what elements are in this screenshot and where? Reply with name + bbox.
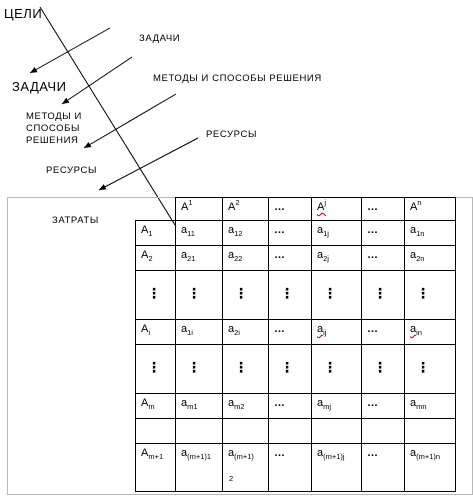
cell-base: a: [181, 397, 188, 409]
cell-subscript: 2j: [323, 254, 329, 263]
table-cell: [274, 224, 286, 236]
cell-base: a: [410, 397, 417, 409]
methods-label-small: МЕТОДЫ И СПОСОБЫ РЕШЕНИЯ: [153, 73, 322, 84]
table-cell: [323, 287, 338, 299]
table-cell: [410, 249, 424, 261]
row-label: [141, 249, 153, 261]
cell-base: A: [141, 224, 149, 236]
cell-base: A: [181, 201, 189, 213]
cell-base: A: [317, 201, 325, 213]
row-label: [141, 447, 163, 459]
cell-subscript: 2i: [234, 328, 240, 337]
table-cell: [228, 447, 254, 485]
table-cell: [280, 287, 295, 299]
cell-text: …: [367, 224, 379, 236]
cell-text: ⋮: [323, 359, 338, 375]
cell-subscript: i: [148, 328, 151, 337]
cell-base: a: [317, 323, 324, 335]
table-cell: [317, 323, 326, 335]
cell-text: ⋮: [147, 285, 162, 301]
table-cell: [367, 249, 379, 261]
cell-text: ⋮: [416, 285, 431, 301]
table-cell: [373, 287, 388, 299]
table-cell: [274, 323, 286, 335]
table-cell: [367, 323, 379, 335]
row-label: [141, 323, 150, 335]
header-cell: [317, 198, 327, 213]
cell-superscript: 1: [188, 198, 193, 207]
goals-label: ЦЕЛИ: [4, 6, 43, 21]
cell-base: a: [410, 224, 417, 236]
cell-subscript: (m+1)1: [187, 452, 212, 461]
cell-base: a: [228, 447, 235, 459]
cell-subscript: m2: [234, 402, 245, 411]
table-cell: [373, 361, 388, 373]
table-cell: [410, 447, 440, 459]
cell-base: A: [141, 249, 149, 261]
cell-base: a: [317, 397, 324, 409]
cell-text: ⋮: [373, 285, 388, 301]
cell-text: ⋮: [234, 285, 249, 301]
table-cell: [317, 447, 345, 459]
tasks-label-large: ЗАДАЧИ: [12, 79, 67, 94]
header-cell: [367, 201, 379, 213]
cell-subscript: 2: [148, 254, 153, 263]
cell-subscript: 22: [234, 254, 243, 263]
cell-superscript: 2: [235, 198, 240, 207]
cell-text: ⋮: [187, 285, 202, 301]
cell-base: a: [228, 323, 235, 335]
cell-text: …: [367, 397, 379, 409]
cell-text: …: [367, 201, 379, 213]
cell-subscript: 1n: [416, 229, 425, 238]
cell-base: A: [141, 397, 149, 409]
cell-text: ⋮: [416, 359, 431, 375]
table-cell: [228, 323, 240, 335]
cell-subscript: 1j: [323, 229, 329, 238]
table-cell: [274, 447, 286, 459]
header-cell: [181, 198, 193, 213]
resources-label-left: РЕСУРСЫ: [46, 165, 97, 176]
table-cell: [317, 397, 331, 409]
table-cell: [234, 287, 249, 299]
table-cell: [181, 323, 193, 335]
cell-base: a: [410, 323, 417, 335]
cell-subscript: 1: [148, 229, 153, 238]
cell-base: A: [228, 201, 236, 213]
table-cell: [181, 249, 195, 261]
table-cell: [367, 224, 379, 236]
row-label: [147, 287, 162, 299]
cell-text: …: [274, 323, 286, 335]
cell-text: …: [274, 397, 286, 409]
table-cell: [410, 224, 424, 236]
cell-text: …: [367, 447, 379, 459]
table-cell: [228, 224, 242, 236]
cell-subscript: (m+1)n: [416, 452, 441, 461]
cell-text: ⋮: [280, 359, 295, 375]
cell-text: ⋮: [187, 359, 202, 375]
cell-subscript: ij: [323, 328, 327, 337]
cell-base: A: [141, 447, 149, 459]
cell-base: A: [141, 323, 149, 335]
row-label: [141, 224, 153, 236]
cell-subscript: mn: [416, 402, 427, 411]
cell-subscript: 12: [234, 229, 243, 238]
table-cell: [181, 224, 195, 236]
cell-subscript: m1: [187, 402, 198, 411]
row-label: [147, 361, 162, 373]
table-cell: [181, 397, 198, 409]
tasks-label-small: ЗАДАЧИ: [139, 33, 181, 44]
cell-text: ⋮: [323, 285, 338, 301]
cell-text: ⋮: [234, 359, 249, 375]
cell-text: …: [367, 323, 379, 335]
table-cell: [367, 447, 379, 459]
cell-text: ⋮: [373, 359, 388, 375]
cell-text: …: [367, 249, 379, 261]
cell-base: a: [228, 397, 235, 409]
cell-superscript: j: [324, 198, 327, 207]
cell-subscript: in: [416, 328, 422, 337]
cell-base: a: [410, 447, 417, 459]
table-cell: [416, 361, 431, 373]
cell-subscript: 2n: [416, 254, 425, 263]
cell-subscript: m+1: [148, 452, 164, 461]
cell-subscript: 11: [187, 229, 195, 238]
header-cell: [410, 198, 422, 213]
cell-text: ⋮: [147, 359, 162, 375]
cell-text: …: [274, 447, 286, 459]
row-label: [141, 397, 155, 409]
cell-base: a: [228, 224, 235, 236]
cell-base: a: [181, 323, 188, 335]
cell-base: a: [410, 249, 417, 261]
header-cell: [228, 198, 240, 213]
cell-base: a: [317, 249, 324, 261]
cell-text: …: [274, 249, 286, 261]
cell-subscript: 21: [187, 254, 196, 263]
cell-base: a: [181, 447, 188, 459]
cell-text: ⋮: [280, 285, 295, 301]
header-cell: [274, 201, 286, 213]
methods-label-line-1: МЕТОДЫ И: [26, 111, 82, 122]
cell-subscript: (m+1): [234, 452, 254, 461]
methods-label-line-2: СПОСОБЫ: [26, 123, 80, 134]
table-cell: [317, 249, 329, 261]
table-cell: [274, 397, 286, 409]
costs-label: ЗАТРАТЫ: [52, 215, 99, 226]
cell-subscript: (m+1)j: [323, 452, 345, 461]
table-cell: [410, 397, 427, 409]
table-cell: [274, 249, 286, 261]
table-cell: [323, 361, 338, 373]
table-cell: [234, 361, 249, 373]
table-cell: [416, 287, 431, 299]
cell-base: a: [228, 249, 235, 261]
table-cell: [228, 249, 242, 261]
table-cell: [367, 397, 379, 409]
cell-base: a: [317, 447, 324, 459]
cell-text: …: [274, 201, 286, 213]
cell-superscript: n: [417, 198, 422, 207]
methods-label-line-3: РЕШЕНИЯ: [26, 135, 79, 146]
cell-text: …: [274, 224, 286, 236]
cell-base: A: [410, 201, 418, 213]
table-cell: [280, 361, 295, 373]
cell-base: a: [181, 224, 188, 236]
cell-base: a: [181, 249, 188, 261]
cell-subscript: 1i: [187, 328, 193, 337]
table-cell: [410, 323, 422, 335]
table-cell: [228, 397, 245, 409]
resources-label-small: РЕСУРСЫ: [206, 129, 257, 140]
table-cell: [187, 361, 202, 373]
cell-subscript: mj: [323, 402, 332, 411]
table-cell: [181, 447, 211, 459]
cell-subscript-wrap: 2: [229, 474, 234, 483]
table-cell: [317, 224, 329, 236]
cell-subscript: m: [148, 402, 155, 411]
cell-base: a: [317, 224, 324, 236]
table-cell: [187, 287, 202, 299]
